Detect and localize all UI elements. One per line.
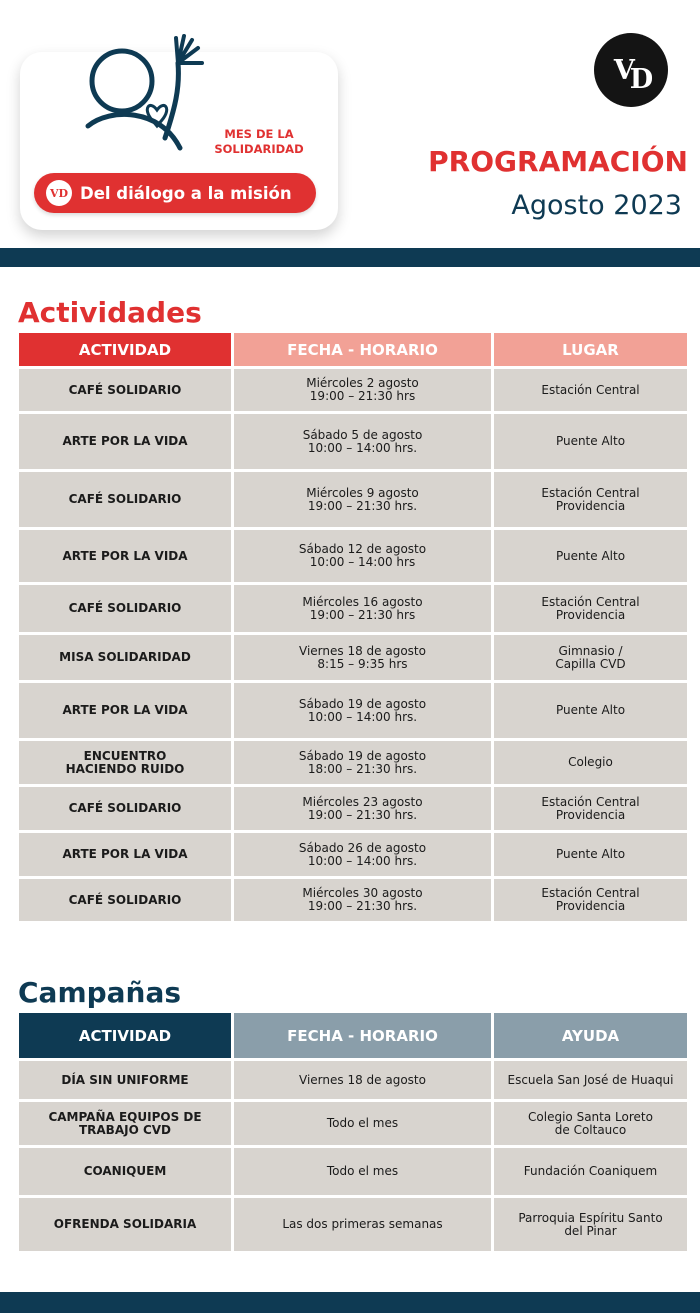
table-row bbox=[19, 683, 687, 738]
activity-name: CAFÉ SOLIDARIO bbox=[19, 369, 231, 411]
activity-place: Estación Central Providencia bbox=[494, 585, 687, 632]
page-title: PROGRAMACIÓN bbox=[428, 145, 688, 178]
campaign-help: Fundación Coaniquem bbox=[494, 1148, 687, 1195]
activity-place: Gimnasio / Capilla CVD bbox=[494, 635, 687, 680]
activity-date: Sábado 19 de agosto 10:00 – 14:00 hrs. bbox=[234, 683, 491, 738]
activity-place: Puente Alto bbox=[494, 530, 687, 582]
table-row bbox=[19, 585, 687, 632]
activity-name: CAFÉ SOLIDARIO bbox=[19, 585, 231, 632]
table-row bbox=[19, 787, 687, 830]
activity-date: Miércoles 9 agosto 19:00 – 21:30 hrs. bbox=[234, 472, 491, 527]
activity-date: Sábado 26 de agosto 10:00 – 14:00 hrs. bbox=[234, 833, 491, 876]
activity-date: Miércoles 2 agosto 19:00 – 21:30 hrs bbox=[234, 369, 491, 411]
activity-name: CAFÉ SOLIDARIO bbox=[19, 787, 231, 830]
campaign-date: Viernes 18 de agosto bbox=[234, 1061, 491, 1099]
activity-name: ARTE POR LA VIDA bbox=[19, 530, 231, 582]
page-subtitle: Agosto 2023 bbox=[511, 190, 682, 221]
activity-name: MISA SOLIDARIDAD bbox=[19, 635, 231, 680]
top-divider-bar bbox=[0, 248, 700, 267]
table-row bbox=[19, 369, 687, 411]
campaign-name: COANIQUEM bbox=[19, 1148, 231, 1195]
column-header-lugar: LUGAR bbox=[494, 333, 687, 366]
vd-badge-icon: VD bbox=[46, 180, 72, 206]
activities-table bbox=[16, 330, 690, 924]
activity-place: Colegio bbox=[494, 741, 687, 784]
column-header-fecha: FECHA - HORARIO bbox=[234, 333, 491, 366]
activity-date: Viernes 18 de agosto 8:15 – 9:35 hrs bbox=[234, 635, 491, 680]
table-row bbox=[19, 414, 687, 469]
header bbox=[0, 0, 700, 248]
campaign-help: Colegio Santa Loreto de Coltauco bbox=[494, 1102, 687, 1145]
table-row bbox=[19, 1198, 687, 1251]
activity-date: Miércoles 16 agosto 19:00 – 21:30 hrs bbox=[234, 585, 491, 632]
table-row bbox=[19, 635, 687, 680]
activity-date: Sábado 5 de agosto 10:00 – 14:00 hrs. bbox=[234, 414, 491, 469]
activity-place: Puente Alto bbox=[494, 414, 687, 469]
activity-name: ENCUENTRO HACIENDO RUIDO bbox=[19, 741, 231, 784]
campaign-help: Parroquia Espíritu Santo del Pinar bbox=[494, 1198, 687, 1251]
table-row bbox=[19, 1061, 687, 1099]
activity-name: ARTE POR LA VIDA bbox=[19, 683, 231, 738]
table-row bbox=[19, 472, 687, 527]
logo-letter-v: V bbox=[613, 54, 630, 86]
table-row bbox=[19, 1148, 687, 1195]
campaign-help: Escuela San José de Huaqui bbox=[494, 1061, 687, 1099]
campaign-name: DÍA SIN UNIFORME bbox=[19, 1061, 231, 1099]
column-header-fecha: FECHA - HORARIO bbox=[234, 1013, 491, 1058]
campaign-date: Todo el mes bbox=[234, 1102, 491, 1145]
campaign-slogan: Del diálogo a la misión bbox=[80, 183, 292, 203]
activity-date: Miércoles 23 agosto 19:00 – 21:30 hrs. bbox=[234, 787, 491, 830]
table-row bbox=[19, 833, 687, 876]
campaign-name: OFRENDA SOLIDARIA bbox=[19, 1198, 231, 1251]
vd-logo bbox=[594, 33, 668, 107]
table-header-row bbox=[19, 1013, 687, 1058]
activity-date: Sábado 12 de agosto 10:00 – 14:00 hrs bbox=[234, 530, 491, 582]
table-row bbox=[19, 530, 687, 582]
column-header-actividad: ACTIVIDAD bbox=[19, 1013, 231, 1058]
table-row bbox=[19, 879, 687, 921]
campaign-name: CAMPAÑA EQUIPOS DE TRABAJO CVD bbox=[19, 1102, 231, 1145]
table-row bbox=[19, 1102, 687, 1145]
activity-date: Miércoles 30 agosto 19:00 – 21:30 hrs. bbox=[234, 879, 491, 921]
campaigns-table bbox=[16, 1010, 690, 1254]
campaign-month-label: MES DE LA SOLIDARIDAD bbox=[214, 127, 304, 156]
activity-name: CAFÉ SOLIDARIO bbox=[19, 879, 231, 921]
activity-place: Estación Central Providencia bbox=[494, 879, 687, 921]
campaigns-title: Campañas bbox=[18, 976, 182, 1009]
column-header-actividad: ACTIVIDAD bbox=[19, 333, 231, 366]
activity-date: Sábado 19 de agosto 18:00 – 21:30 hrs. bbox=[234, 741, 491, 784]
column-header-ayuda: AYUDA bbox=[494, 1013, 687, 1058]
activities-title: Actividades bbox=[18, 296, 202, 329]
activity-place: Estación Central bbox=[494, 369, 687, 411]
bottom-divider-bar bbox=[0, 1292, 700, 1313]
logo-letter-d: D bbox=[629, 63, 649, 95]
activity-place: Puente Alto bbox=[494, 683, 687, 738]
campaign-date: Todo el mes bbox=[234, 1148, 491, 1195]
activity-name: ARTE POR LA VIDA bbox=[19, 833, 231, 876]
table-row bbox=[19, 741, 687, 784]
activity-place: Puente Alto bbox=[494, 833, 687, 876]
campaign-slogan-pill bbox=[34, 173, 316, 213]
activity-place: Estación Central Providencia bbox=[494, 472, 687, 527]
activity-name: ARTE POR LA VIDA bbox=[19, 414, 231, 469]
activity-place: Estación Central Providencia bbox=[494, 787, 687, 830]
campaign-date: Las dos primeras semanas bbox=[234, 1198, 491, 1251]
table-header-row bbox=[19, 333, 687, 366]
activity-name: CAFÉ SOLIDARIO bbox=[19, 472, 231, 527]
